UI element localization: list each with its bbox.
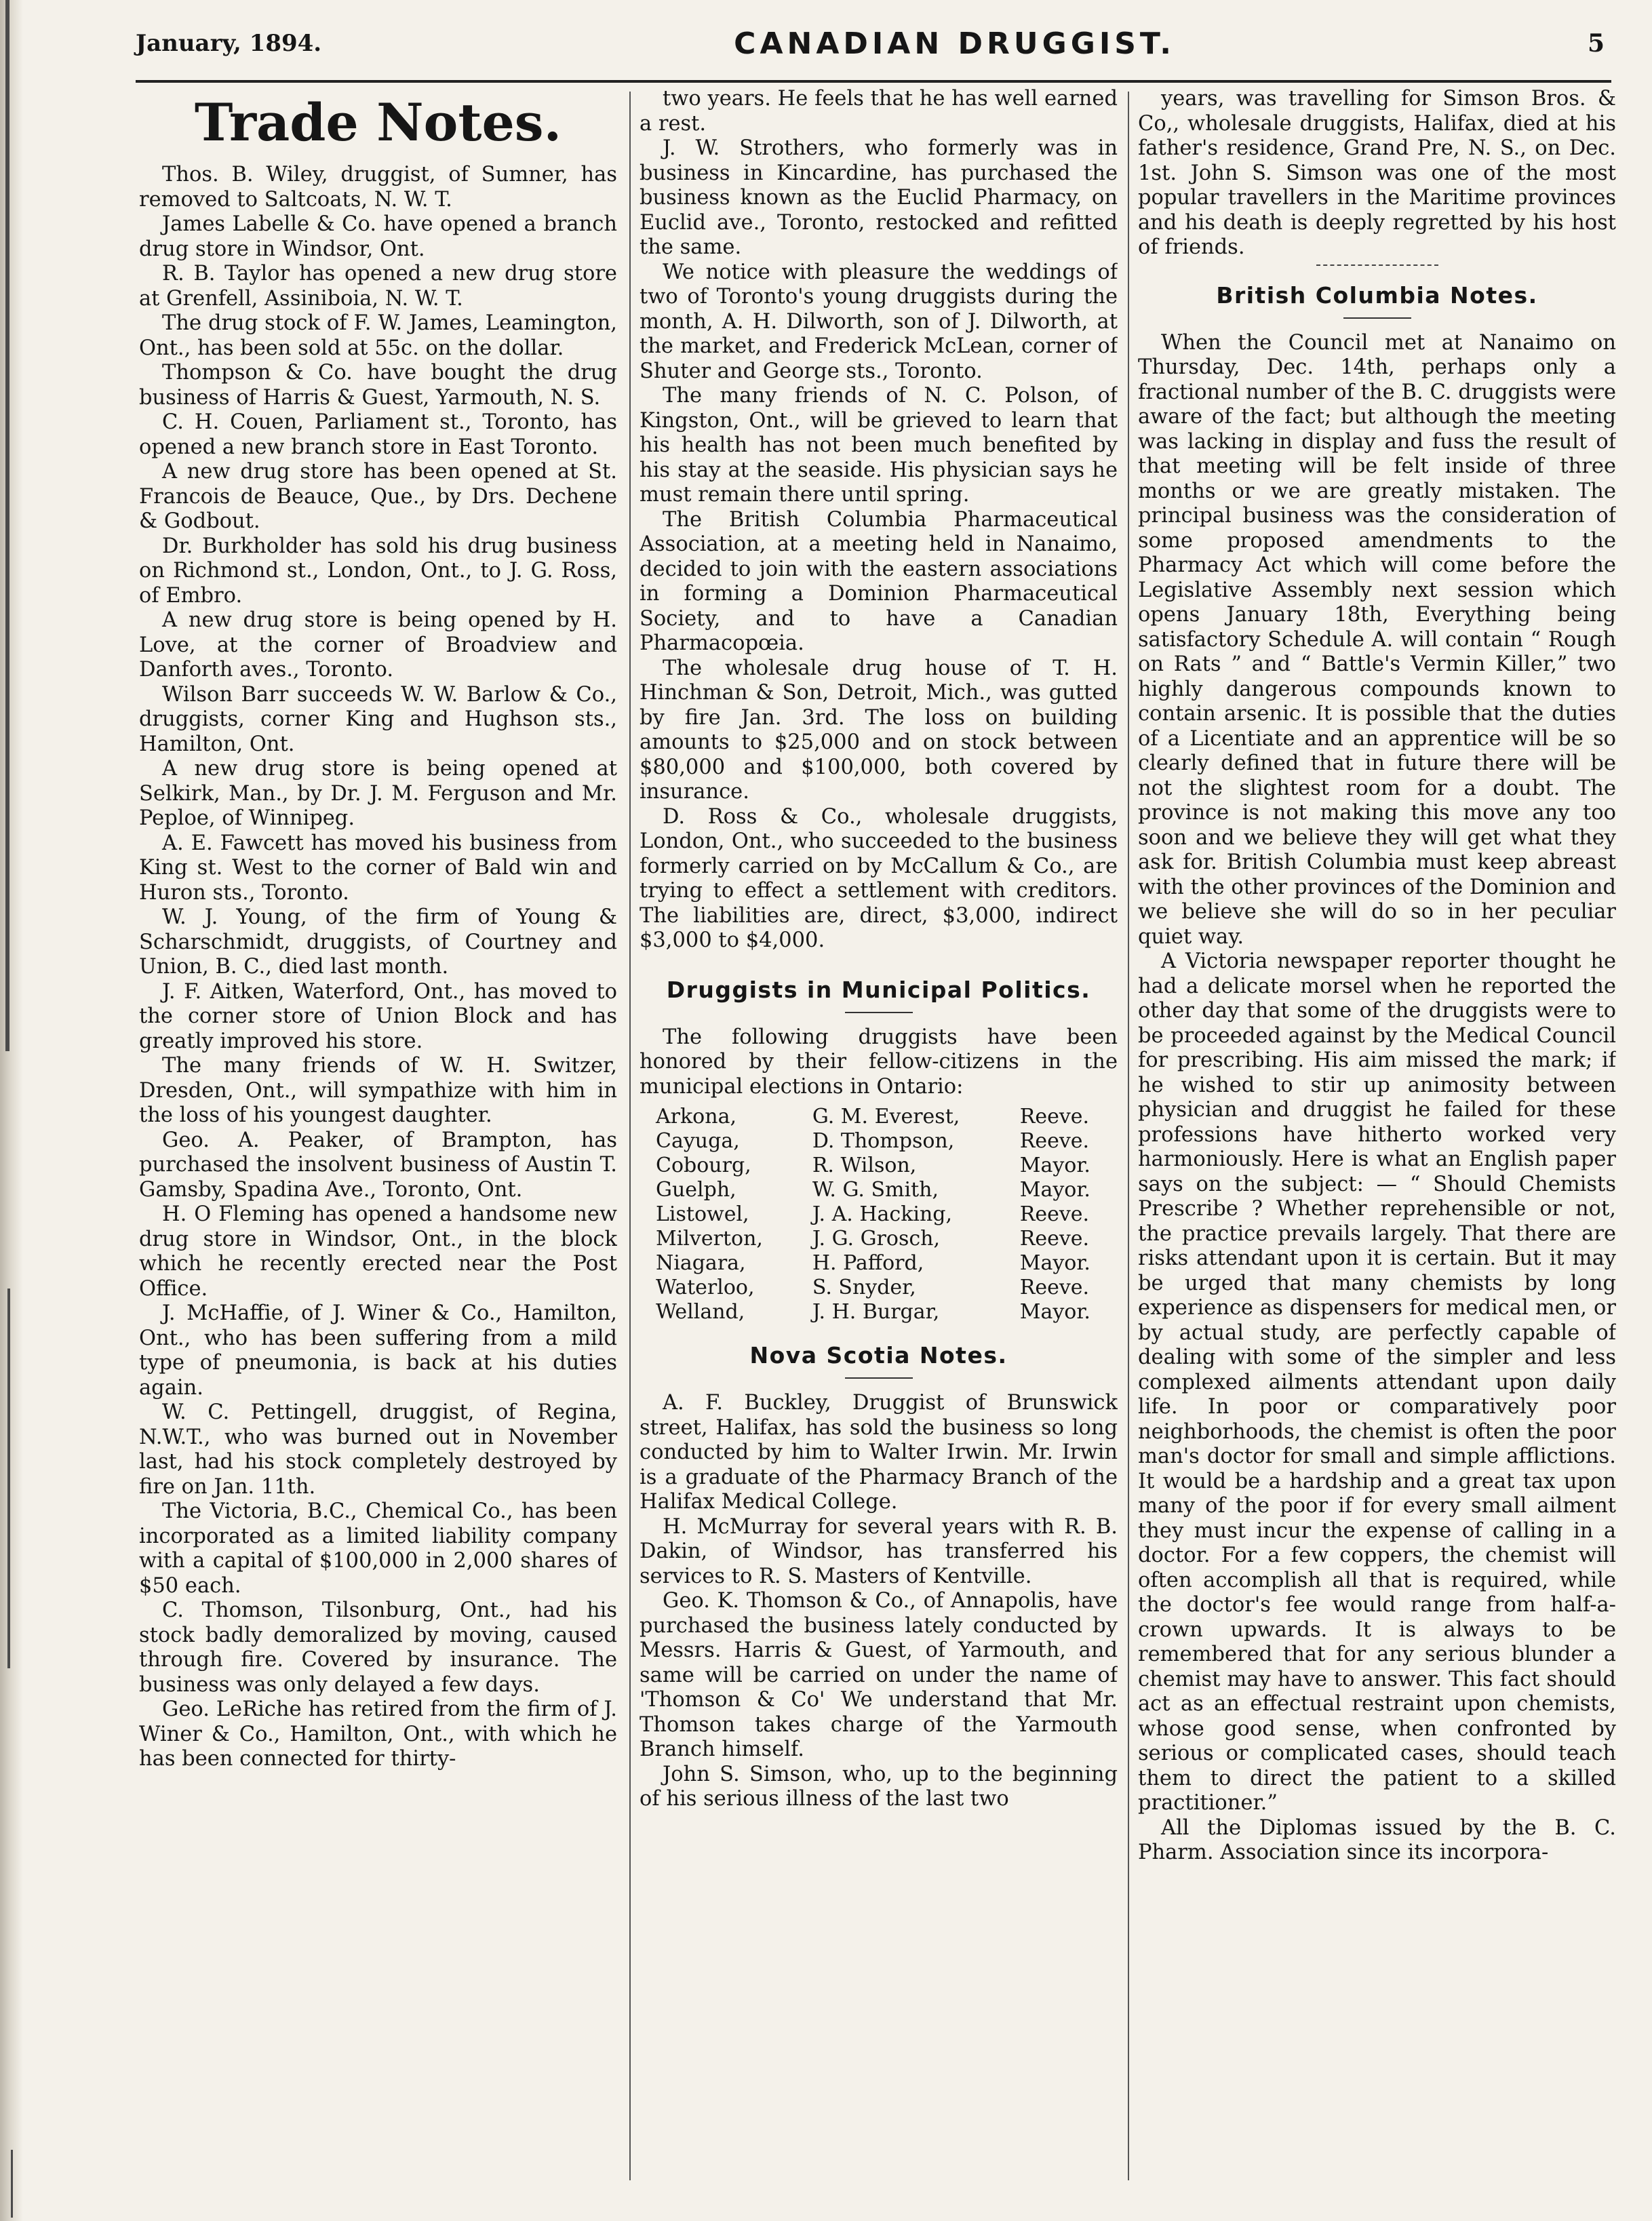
news-item-paragraph: All the Diplomas issued by the B. C. Pharm. Association since its incorpora- bbox=[1138, 1815, 1616, 1864]
binding-ink-mark bbox=[5, 0, 9, 1051]
news-item-paragraph: J. F. Aitken, Waterford, Ont., has moved to the corner store of Union Block and has greatly improved his store. bbox=[139, 979, 617, 1053]
section-rule bbox=[845, 1012, 913, 1013]
table-row bbox=[640, 1154, 1118, 1178]
municipal-place-cell: Cobourg, bbox=[656, 1154, 751, 1177]
table-row bbox=[640, 1178, 1118, 1202]
news-item-paragraph: C. H. Couen, Parliament st., Toronto, has opened a new branch store in East Toronto. bbox=[139, 410, 617, 459]
news-item-paragraph: The drug stock of F. W. James, Leamington, Ont., has been sold at 55c. on the dollar. bbox=[139, 311, 617, 360]
news-item-paragraph: W. C. Pettingell, druggist, of Regina, N.W.T., who was burned out in November last, had his stock completely destroyed by fire on Jan. 11th. bbox=[139, 1400, 617, 1499]
nova-scotia-notes bbox=[640, 1391, 1118, 1812]
news-item-paragraph: A. E. Fawcett has moved his business from King st. West to the corner of Bald win and Huron sts., Toronto. bbox=[139, 831, 617, 905]
binding-ink-mark bbox=[11, 2150, 13, 2218]
municipal-politics-title: Druggists in Municipal Politics. bbox=[666, 976, 1091, 1003]
news-item-paragraph: The Victoria, B.C., Chemical Co., has been incorporated as a limited liability company with a capital of $100,000 in 2,000 shares of $50 each. bbox=[139, 1499, 617, 1598]
municipal-place-cell: Listowel, bbox=[656, 1202, 749, 1226]
header-rule bbox=[136, 80, 1611, 83]
news-item-paragraph: D. Ross & Co., wholesale druggists, London, Ont., who succeeded to the business formerly carried on by McCallum & Co., are trying to effect a settlement with creditors. The liabilities are, direct, $3,000, indirect $3,000 to $4,000. bbox=[640, 804, 1118, 952]
municipal-place-cell: Guelph, bbox=[656, 1178, 736, 1202]
news-item-paragraph: A new drug store is being opened at Selkirk, Man., by Dr. J. M. Ferguson and Mr. Peploe, of Winnipeg. bbox=[139, 757, 617, 830]
municipal-office-cell: Mayor. bbox=[1019, 1300, 1090, 1324]
municipal-place-cell: Waterloo, bbox=[656, 1276, 755, 1299]
section-rule bbox=[1343, 317, 1411, 319]
british-columbia-notes bbox=[1138, 331, 1616, 1866]
column-middle bbox=[640, 87, 1118, 2199]
trade-notes-title: Trade Notes. bbox=[194, 92, 562, 153]
page-header bbox=[136, 23, 1605, 64]
municipal-office-cell: Reeve. bbox=[1019, 1276, 1090, 1299]
news-item-paragraph: H. McMurray for several years with R. B. Dakin, of Windsor, has transferred his services to R. S. Masters of Kentville. bbox=[640, 1514, 1118, 1588]
municipal-name-cell: J. A. Hacking, bbox=[812, 1202, 953, 1226]
news-item-paragraph: When the Council met at Nanaimo on Thursday, Dec. 14th, perhaps only a fractional number of the B. C. druggists were aware of the fact; but although the meeting was lacking in display and fuss the result of that meeting will be felt inside of three months or we are greatly mistaken. The principal business was the consideration of some proposed amendments to the Pharmacy Act which will come before the Legislative Assembly next session which opens January 18th, Everything being satisfactory Schedule A. will contain “ Rough on Rats ” and “ Battle's Vermin Killer,” two highly dangerous compounds known to contain arsenic. It is possible that the duties of a Licentiate and an apprentice will be so clearly defined that in future there will be not the slightest room for a doubt. The province is not making this move any too soon and we believe they will get what they ask for. British Columbia must keep abreast with the other provinces of the Dominion and we believe she will do so in her peculiar quiet way. bbox=[1138, 330, 1616, 949]
municipal-name-cell: J. G. Grosch, bbox=[812, 1227, 941, 1251]
page-number: 5 bbox=[1587, 29, 1605, 58]
page-binding-edge bbox=[0, 0, 23, 2221]
table-row bbox=[640, 1202, 1118, 1227]
municipal-office-cell: Mayor. bbox=[1019, 1251, 1090, 1275]
column-divider bbox=[1128, 92, 1129, 2180]
municipal-place-cell: Welland, bbox=[656, 1300, 745, 1324]
news-item-paragraph: Wilson Barr succeeds W. W. Barlow & Co., druggists, corner King and Hughson sts., Hamilton, Ont. bbox=[139, 682, 617, 756]
news-item-paragraph: The many friends of W. H. Switzer, Dresden, Ont., will sympathize with him in the loss of his youngest daughter. bbox=[139, 1054, 617, 1127]
binding-ink-mark bbox=[7, 1289, 10, 1668]
news-item-paragraph: J. McHaffie, of J. Winer & Co., Hamilton, Ont., who has been suffering from a mild type of pneumonia, is back at his duties again. bbox=[139, 1301, 617, 1400]
municipal-name-cell: S. Snyder, bbox=[812, 1276, 916, 1299]
section-rule bbox=[845, 1377, 913, 1379]
table-row bbox=[640, 1105, 1118, 1129]
news-item-paragraph: The British Columbia Pharmaceutical Association, at a meeting held in Nanaimo, decided to join with the eastern associations in forming a Dominion Pharmaceutical Society, and to have a Canadian Pharmacopœia. bbox=[640, 507, 1118, 655]
municipal-office-cell: Reeve. bbox=[1019, 1202, 1090, 1226]
municipal-office-cell: Reeve. bbox=[1019, 1129, 1090, 1153]
table-row bbox=[640, 1129, 1118, 1154]
municipal-name-cell: H. Pafford, bbox=[812, 1251, 924, 1275]
municipal-office-cell: Reeve. bbox=[1019, 1105, 1090, 1128]
municipal-name-cell: G. M. Everest, bbox=[812, 1105, 960, 1128]
nova-scotia-notes-title: Nova Scotia Notes. bbox=[749, 1342, 1008, 1369]
news-item-paragraph: A Victoria newspaper reporter thought he had a delicate morsel when he reported the other day that some of the druggists were to be proceeded against by the Medical Council for prescribing. His aim missed the mark; if he wished to stir up animosity between physician and druggist he failed for these professions have hitherto worked very harmoniously. Here is what an English paper says on the subject: — “ Should Chemists Prescribe ? Whether reprehensible or not, the practice prevails largely. That there are risks attendant upon it is certain. But it may be urged that many chemists by long experience as dispensers for medical men, or by actual study, are perfectly capable of dealing with some of the simpler and less complexed ailments attendant upon daily life. In poor or comparatively poor neighborhoods, the chemist is often the poor man's doctor for small and simple afflictions. It would be a hardship and a great tax upon many of the poor if for every small ailment they must incur the expense of calling in a doctor. For a few coppers, the chemist will often accomplish all that is required, while the doctor's fee would range from half-a-crown upwards. It is always to be remembered that for any serious blunder a chemist may have to answer. This fact should act as an effectual restraint upon chemists, whose good sense, when confronted by serious or complicated cases, should teach them to direct the patient to a skilled practitioner.” bbox=[1138, 949, 1616, 1815]
municipal-office-cell: Mayor. bbox=[1019, 1178, 1090, 1202]
news-item-paragraph: Dr. Burkholder has sold his drug business on Richmond st., London, Ont., to J. G. Ross, of Embro. bbox=[139, 534, 617, 608]
news-item-paragraph: A new drug store is being opened by H. Love, at the corner of Broadview and Danforth aves., Toronto. bbox=[139, 608, 617, 682]
municipal-intro: The following druggists have been honored by their fellow-citizens in the municipal elections in Ontario: bbox=[640, 1025, 1118, 1099]
municipal-name-cell: J. H. Burgar, bbox=[812, 1300, 940, 1324]
news-item-paragraph: Geo. A. Peaker, of Brampton, has purchased the insolvent business of Austin T. Gamsby, Spadina Ave., Toronto, Ont. bbox=[139, 1128, 617, 1202]
news-item-paragraph: The many friends of N. C. Polson, of Kingston, Ont., will be grieved to learn that his health has not been much benefited by his stay at the seaside. His physician says he must remain there until spring. bbox=[640, 384, 1118, 507]
table-row bbox=[640, 1227, 1118, 1251]
news-item-paragraph: The wholesale drug house of T. H. Hinchman & Son, Detroit, Mich., was gutted by fire Jan. 3rd. The loss on building amounts to $25,000 and on stock between $80,000 and $100,000, both covered by insurance. bbox=[640, 656, 1118, 804]
news-item-paragraph: two years. He feels that he has well earned a rest. bbox=[640, 87, 1118, 136]
municipal-place-cell: Arkona, bbox=[656, 1105, 736, 1128]
municipal-name-cell: D. Thompson, bbox=[812, 1129, 955, 1153]
news-item-paragraph: Geo. LeRiche has retired from the firm of J. Winer & Co., Hamilton, Ont., with which he has been connected for thirty- bbox=[139, 1697, 617, 1771]
news-item-paragraph: Thompson & Co. have bought the drug business of Harris & Guest, Yarmouth, N. S. bbox=[139, 361, 617, 410]
trade-notes-continued bbox=[640, 87, 1118, 954]
news-item-paragraph: We notice with pleasure the weddings of two of Toronto's young druggists during the month, A. H. Dilworth, son of J. Dilworth, at the market, and Frederick McLean, corner of Shuter and George sts., Toronto. bbox=[640, 260, 1118, 383]
municipal-office-cell: Reeve. bbox=[1019, 1227, 1090, 1251]
news-item-paragraph: C. Thomson, Tilsonburg, Ont., had his stock badly demoralized by moving, caused through fire. Covered by insurance. The business was only delayed a few days. bbox=[139, 1598, 617, 1697]
publication-title: CANADIAN DRUGGIST. bbox=[734, 26, 1175, 61]
news-item-paragraph: R. B. Taylor has opened a new drug store at Grenfell, Assiniboia, N. W. T. bbox=[139, 262, 617, 311]
column-trade-notes bbox=[139, 87, 617, 2199]
municipal-place-cell: Niagara, bbox=[656, 1251, 746, 1275]
table-row bbox=[640, 1251, 1118, 1276]
municipal-place-cell: Cayuga, bbox=[656, 1129, 740, 1153]
news-item-paragraph: Thos. B. Wiley, druggist, of Sumner, has removed to Saltcoats, N. W. T. bbox=[139, 163, 617, 212]
municipal-name-cell: W. G. Smith, bbox=[812, 1178, 939, 1202]
news-item-paragraph: A. F. Buckley, Druggist of Brunswick street, Halifax, has sold the business so long conducted by him to Walter Irwin. Mr. Irwin is a graduate of the Pharmacy Branch of the Halifax Medical College. bbox=[640, 1391, 1118, 1514]
news-item-paragraph: Geo. K. Thomson & Co., of Annapolis, have purchased the business lately conducted by Messrs. Harris & Guest, of Yarmouth, and same will be carried on under the name of 'Thomson & Co' We understand that Mr. Thomson takes charge of the Yarmouth Branch himself. bbox=[640, 1589, 1118, 1761]
news-item-paragraph: W. J. Young, of the firm of Young & Scharschmidt, druggists, of Courtney and Union, B. C., died last month. bbox=[139, 905, 617, 979]
news-item-paragraph: H. O Fleming has opened a handsome new drug store in Windsor, Ont., in the block which he recently erected near the Post Office. bbox=[139, 1202, 617, 1301]
simson-obituary-paragraph: years, was travelling for Simson Bros. & Co,, wholesale druggists, Halifax, died at his father's residence, Grand Pre, N. S., on Dec. 1st. John S. Simson was one of the most popular travellers in the Maritime provinces and his death is deeply regretted by his host of friends. bbox=[1138, 87, 1616, 259]
issue-date: January, 1894. bbox=[136, 30, 322, 57]
column-right bbox=[1138, 87, 1616, 2199]
municipal-office-cell: Mayor. bbox=[1019, 1154, 1090, 1177]
british-columbia-notes-title: British Columbia Notes. bbox=[1216, 281, 1538, 309]
news-item-paragraph: James Labelle & Co. have opened a branch drug store in Windsor, Ont. bbox=[139, 212, 617, 261]
table-row bbox=[640, 1276, 1118, 1300]
news-item-paragraph: John S. Simson, who, up to the beginning of his serious illness of the last two bbox=[640, 1762, 1118, 1811]
municipal-elections-table bbox=[640, 1105, 1118, 1324]
municipal-name-cell: R. Wilson, bbox=[812, 1154, 917, 1177]
table-row bbox=[640, 1300, 1118, 1324]
municipal-place-cell: Milverton, bbox=[656, 1227, 763, 1251]
news-item-paragraph: J. W. Strothers, who formerly was in business in Kincardine, has purchased the business known as the Euclid Pharmacy, on Euclid ave., Toronto, restocked and refitted the same. bbox=[640, 136, 1118, 259]
column-divider bbox=[629, 92, 631, 2180]
news-item-paragraph: A new drug store has been opened at St. Francois de Beauce, Que., by Drs. Dechene & Godbout. bbox=[139, 460, 617, 533]
separator-dashes bbox=[1316, 264, 1438, 266]
